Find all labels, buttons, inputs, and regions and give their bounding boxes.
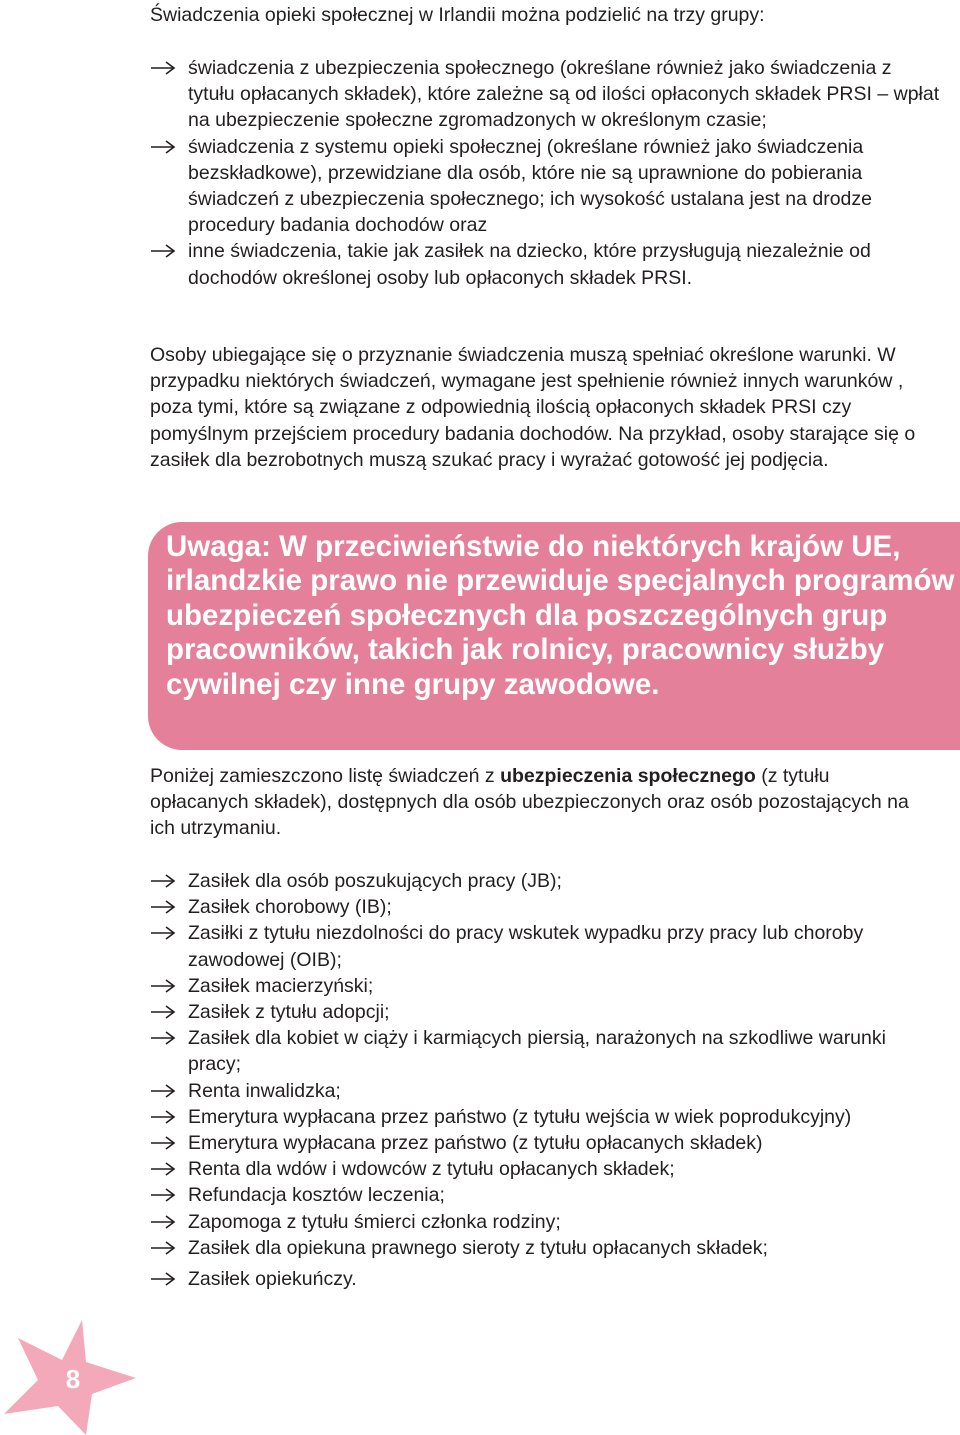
arrow-icon xyxy=(150,873,176,889)
list-item-text: świadczenia z systemu opieki społecznej (określane również jako świadczenia bezskładkowe), przewidziane dla osób, które nie są uprawnione do pobierania świadczeń z ubezpieczenia społecznego; ich wysokość ustalana jest na drodze procedury badania dochodów oraz xyxy=(188,135,872,237)
list-item xyxy=(150,973,940,999)
list-item-text: Zasiłek dla osób poszukujących pracy (JB); xyxy=(188,870,562,892)
arrow-icon xyxy=(150,978,176,994)
list-item xyxy=(150,1182,940,1208)
list-item xyxy=(150,55,940,134)
list-item xyxy=(150,1266,940,1292)
list-item xyxy=(150,1209,940,1235)
arrow-icon xyxy=(150,1161,176,1177)
arrow-icon xyxy=(150,1214,176,1230)
list-item xyxy=(150,894,940,920)
arrow-icon xyxy=(150,1187,176,1203)
list-item-text: Zapomoga z tytułu śmierci członka rodziny; xyxy=(188,1210,561,1233)
arrow-icon xyxy=(150,1004,176,1020)
arrow-icon xyxy=(150,243,176,259)
list-item xyxy=(150,920,940,972)
note-callout xyxy=(148,522,960,750)
list-item-text: Zasiłek macierzyński; xyxy=(188,974,374,997)
page-number: 8 xyxy=(65,1364,81,1394)
list-item-text: Emerytura wypłacana przez państwo (z tytułu opłacanych składek) xyxy=(188,1132,763,1155)
list-item-text: Zasiłek dla kobiet w ciąży i karmiących piersią, narażonych na szkodliwe warunki pracy; xyxy=(188,1027,886,1076)
conditions-paragraph: Osoby ubiegające się o przyznanie świadczenia muszą spełniać określone warunki. W przypadku niektórych świadczeń, wymagane jest spełnienie również innych warunków , poza tymi, które są związane z odpowiednią ilością opłaconych składek PRSI czy pomyślnym przejściem procedury badania dochodów. Na przykład, osoby starające się o zasiłek dla bezrobotnych muszą szukać pracy i wyrażać gotowość jej podjęcia. xyxy=(150,344,916,471)
list-item-text: Emerytura wypłacana przez państwo (z tytułu wejścia w wiek poprodukcyjny) xyxy=(188,1105,852,1128)
list-item-text: inne świadczenia, takie jak zasiłek na dziecko, które przysługują niezależnie od dochodów określonej osoby lub opłaconych składek PRSI. xyxy=(188,240,871,289)
benefits-intro-bold: ubezpieczenia społecznego xyxy=(500,765,756,787)
benefits-list xyxy=(150,868,940,1292)
list-item-text: Zasiłek opiekuńczy. xyxy=(188,1268,357,1291)
arrow-icon xyxy=(150,1240,176,1256)
list-item xyxy=(150,238,940,290)
list-item xyxy=(150,999,940,1025)
benefits-intro-paragraph xyxy=(150,763,930,842)
list-item xyxy=(150,1235,940,1261)
arrow-icon xyxy=(150,60,176,76)
list-item-text: Renta inwalidzka; xyxy=(188,1079,341,1102)
list-item-text: świadczenia z ubezpieczenia społecznego (określane również jako świadczenia z tytułu opłacanych składek), które zależne są od ilości opłaconych składek PRSI – wpłat na ubezpieczenie społeczne zgromadzonych w określonym czasie; xyxy=(188,57,940,132)
benefits-intro-text: Poniżej zamieszczono listę świadczeń z xyxy=(150,765,501,787)
list-item xyxy=(150,868,940,894)
arrow-icon xyxy=(150,1083,176,1099)
list-item-text: Refundacja kosztów leczenia; xyxy=(188,1184,445,1207)
list-item xyxy=(150,1156,940,1182)
arrow-icon xyxy=(150,1135,176,1151)
benefits-intro-text-end: (z tytułu opłacanych składek), dostępnych dla osób ubezpieczonych oraz osób pozostających na ich utrzymaniu. xyxy=(150,765,909,840)
list-item-text: Zasiłek z tytułu adopcji; xyxy=(188,1001,390,1024)
note-callout-text: Uwaga: W przeciwieństwie do niektórych krajów UE, irlandzkie prawo nie przewiduje specjalnych programów ubezpieczeń społecznych dla poszczególnych grup pracowników, takich jak rolnicy, pracownicy służby cywilnej czy inne grupy zawodowe. xyxy=(166,530,955,701)
arrow-icon xyxy=(150,925,176,941)
arrow-icon xyxy=(150,1030,176,1046)
arrow-icon xyxy=(150,1109,176,1125)
benefit-groups-list xyxy=(150,55,940,291)
list-item xyxy=(150,134,940,239)
list-item xyxy=(150,1130,940,1156)
list-item xyxy=(150,1104,940,1130)
list-item-text: Zasiłek dla opiekuna prawnego sieroty z tytułu opłacanych składek; xyxy=(188,1236,768,1259)
intro-text: Świadczenia opieki społecznej w Irlandii można podzielić na trzy grupy: xyxy=(150,4,765,26)
list-item-text: Zasiłki z tytułu niezdolności do pracy wskutek wypadku przy pracy lub choroby zawodowej (OIB); xyxy=(188,922,864,971)
list-item-text: Renta dla wdów i wdowców z tytułu opłacanych składek; xyxy=(188,1158,675,1181)
list-item-text: Zasiłek chorobowy (IB); xyxy=(188,896,392,919)
list-item xyxy=(150,1025,940,1077)
list-item xyxy=(150,1078,940,1104)
arrow-icon xyxy=(150,139,176,155)
arrow-icon xyxy=(150,899,176,915)
arrow-icon xyxy=(150,1271,176,1287)
